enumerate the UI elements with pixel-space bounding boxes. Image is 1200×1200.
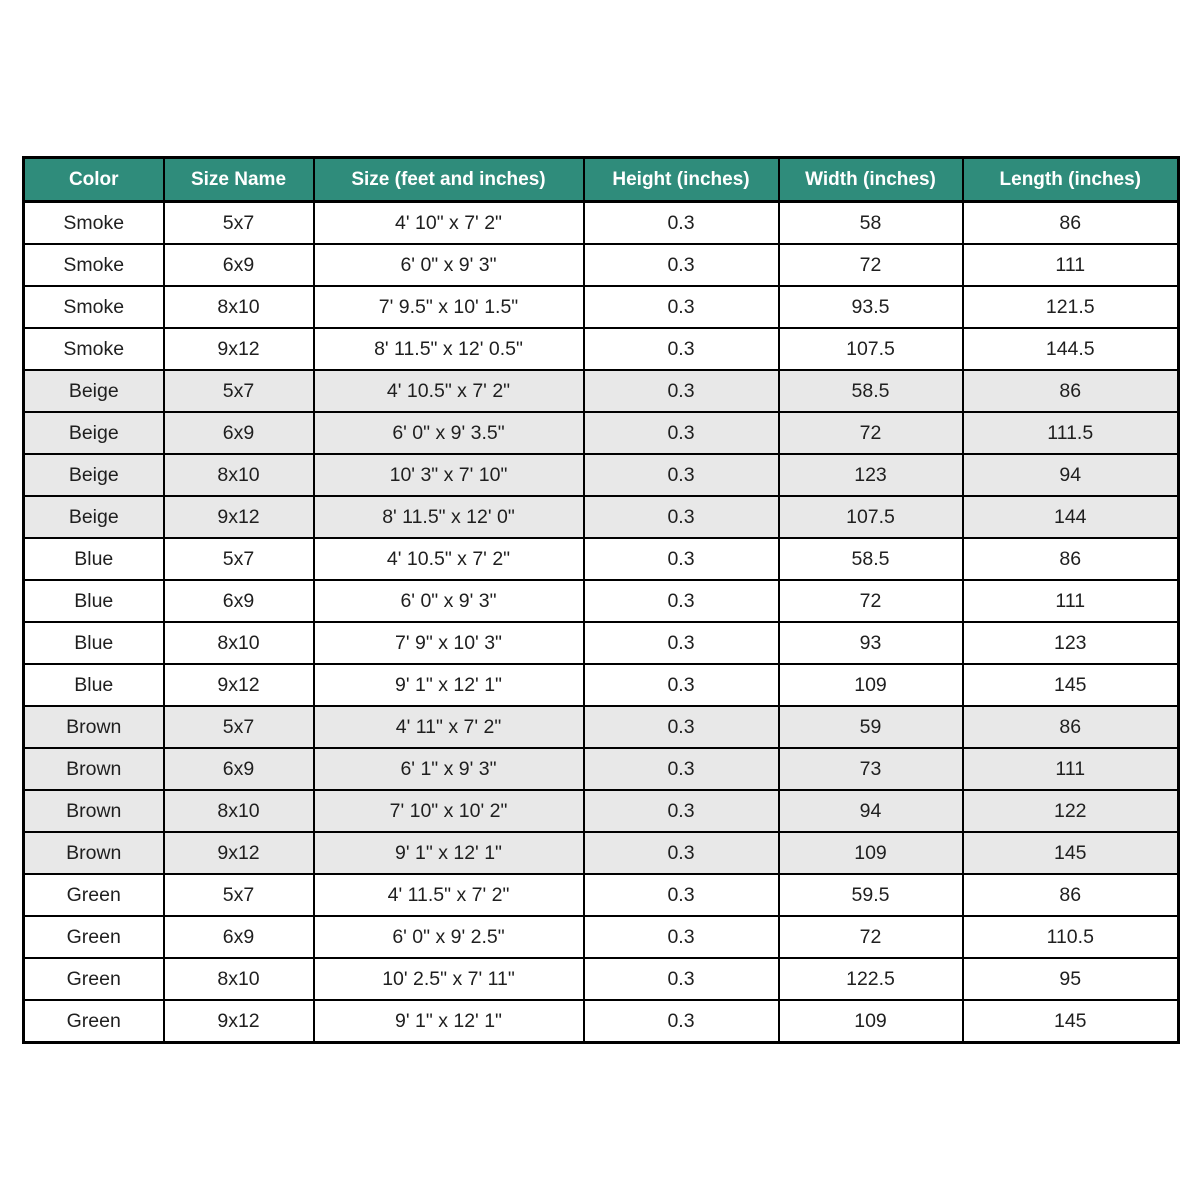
cell-width-inches: 72 — [779, 244, 963, 286]
table-row — [24, 538, 1179, 580]
cell-length-inches: 86 — [963, 202, 1179, 245]
cell-width-inches: 109 — [779, 664, 963, 706]
cell-size-feet-inches: 6' 0" x 9' 3" — [314, 580, 584, 622]
cell-length-inches: 145 — [963, 664, 1179, 706]
table-body — [24, 202, 1179, 1043]
cell-width-inches: 94 — [779, 790, 963, 832]
cell-height-inches: 0.3 — [584, 538, 779, 580]
column-header-width-inches: Width (inches) — [779, 158, 963, 202]
cell-size-name: 8x10 — [164, 622, 314, 664]
cell-color: Blue — [24, 538, 164, 580]
table-row — [24, 1000, 1179, 1043]
cell-size-feet-inches: 7' 9.5" x 10' 1.5" — [314, 286, 584, 328]
cell-height-inches: 0.3 — [584, 286, 779, 328]
cell-size-name: 9x12 — [164, 496, 314, 538]
table-row — [24, 328, 1179, 370]
cell-height-inches: 0.3 — [584, 454, 779, 496]
cell-color: Brown — [24, 706, 164, 748]
cell-color: Green — [24, 916, 164, 958]
cell-color: Green — [24, 1000, 164, 1043]
column-header-size-feet-inches: Size (feet and inches) — [314, 158, 584, 202]
cell-color: Beige — [24, 496, 164, 538]
cell-size-feet-inches: 7' 9" x 10' 3" — [314, 622, 584, 664]
table-row — [24, 202, 1179, 245]
column-header-length-inches: Length (inches) — [963, 158, 1179, 202]
cell-width-inches: 73 — [779, 748, 963, 790]
cell-size-feet-inches: 6' 1" x 9' 3" — [314, 748, 584, 790]
table-row — [24, 664, 1179, 706]
cell-height-inches: 0.3 — [584, 202, 779, 245]
cell-size-name: 9x12 — [164, 832, 314, 874]
cell-height-inches: 0.3 — [584, 1000, 779, 1043]
cell-size-name: 6x9 — [164, 412, 314, 454]
cell-size-name: 5x7 — [164, 874, 314, 916]
cell-height-inches: 0.3 — [584, 748, 779, 790]
cell-color: Brown — [24, 748, 164, 790]
cell-length-inches: 86 — [963, 370, 1179, 412]
cell-height-inches: 0.3 — [584, 622, 779, 664]
cell-color: Smoke — [24, 244, 164, 286]
cell-height-inches: 0.3 — [584, 664, 779, 706]
cell-size-name: 9x12 — [164, 1000, 314, 1043]
cell-size-name: 9x12 — [164, 664, 314, 706]
cell-length-inches: 144 — [963, 496, 1179, 538]
cell-width-inches: 58 — [779, 202, 963, 245]
cell-size-name: 5x7 — [164, 538, 314, 580]
cell-width-inches: 58.5 — [779, 370, 963, 412]
cell-width-inches: 123 — [779, 454, 963, 496]
cell-length-inches: 86 — [963, 538, 1179, 580]
cell-color: Smoke — [24, 328, 164, 370]
cell-height-inches: 0.3 — [584, 244, 779, 286]
cell-width-inches: 59.5 — [779, 874, 963, 916]
cell-color: Brown — [24, 790, 164, 832]
table-row — [24, 748, 1179, 790]
cell-size-name: 8x10 — [164, 790, 314, 832]
cell-width-inches: 72 — [779, 580, 963, 622]
table-row — [24, 244, 1179, 286]
cell-height-inches: 0.3 — [584, 706, 779, 748]
table-row — [24, 832, 1179, 874]
table-row — [24, 790, 1179, 832]
table-header — [24, 158, 1179, 202]
cell-size-feet-inches: 8' 11.5" x 12' 0.5" — [314, 328, 584, 370]
cell-size-feet-inches: 4' 10" x 7' 2" — [314, 202, 584, 245]
cell-size-name: 6x9 — [164, 580, 314, 622]
cell-size-feet-inches: 6' 0" x 9' 2.5" — [314, 916, 584, 958]
cell-size-name: 5x7 — [164, 370, 314, 412]
cell-height-inches: 0.3 — [584, 496, 779, 538]
cell-size-feet-inches: 9' 1" x 12' 1" — [314, 1000, 584, 1043]
cell-length-inches: 145 — [963, 1000, 1179, 1043]
cell-width-inches: 109 — [779, 832, 963, 874]
column-header-color: Color — [24, 158, 164, 202]
cell-size-name: 6x9 — [164, 748, 314, 790]
cell-length-inches: 95 — [963, 958, 1179, 1000]
table-row — [24, 496, 1179, 538]
table-row — [24, 454, 1179, 496]
cell-length-inches: 123 — [963, 622, 1179, 664]
header-row — [24, 158, 1179, 202]
table-row — [24, 958, 1179, 1000]
cell-size-name: 6x9 — [164, 916, 314, 958]
cell-length-inches: 86 — [963, 874, 1179, 916]
cell-width-inches: 122.5 — [779, 958, 963, 1000]
cell-size-feet-inches: 8' 11.5" x 12' 0" — [314, 496, 584, 538]
cell-height-inches: 0.3 — [584, 874, 779, 916]
cell-size-feet-inches: 10' 3" x 7' 10" — [314, 454, 584, 496]
cell-length-inches: 110.5 — [963, 916, 1179, 958]
cell-height-inches: 0.3 — [584, 916, 779, 958]
cell-size-feet-inches: 7' 10" x 10' 2" — [314, 790, 584, 832]
cell-width-inches: 109 — [779, 1000, 963, 1043]
table-row — [24, 370, 1179, 412]
cell-color: Blue — [24, 664, 164, 706]
cell-size-feet-inches: 9' 1" x 12' 1" — [314, 832, 584, 874]
cell-size-feet-inches: 4' 10.5" x 7' 2" — [314, 370, 584, 412]
cell-size-feet-inches: 6' 0" x 9' 3" — [314, 244, 584, 286]
cell-color: Green — [24, 874, 164, 916]
cell-height-inches: 0.3 — [584, 958, 779, 1000]
cell-height-inches: 0.3 — [584, 370, 779, 412]
cell-width-inches: 72 — [779, 412, 963, 454]
cell-height-inches: 0.3 — [584, 412, 779, 454]
cell-size-name: 8x10 — [164, 286, 314, 328]
cell-color: Smoke — [24, 286, 164, 328]
table-row — [24, 622, 1179, 664]
cell-size-name: 8x10 — [164, 454, 314, 496]
cell-length-inches: 111.5 — [963, 412, 1179, 454]
table-row — [24, 412, 1179, 454]
rug-size-chart-table — [22, 156, 1180, 1044]
column-header-height-inches: Height (inches) — [584, 158, 779, 202]
cell-color: Blue — [24, 580, 164, 622]
table-row — [24, 916, 1179, 958]
cell-color: Blue — [24, 622, 164, 664]
cell-size-name: 5x7 — [164, 706, 314, 748]
cell-length-inches: 111 — [963, 580, 1179, 622]
cell-length-inches: 111 — [963, 748, 1179, 790]
table-row — [24, 580, 1179, 622]
column-header-size-name: Size Name — [164, 158, 314, 202]
cell-size-feet-inches: 4' 11" x 7' 2" — [314, 706, 584, 748]
cell-length-inches: 121.5 — [963, 286, 1179, 328]
cell-size-feet-inches: 4' 11.5" x 7' 2" — [314, 874, 584, 916]
cell-width-inches: 107.5 — [779, 328, 963, 370]
cell-size-name: 6x9 — [164, 244, 314, 286]
cell-size-feet-inches: 6' 0" x 9' 3.5" — [314, 412, 584, 454]
cell-color: Beige — [24, 370, 164, 412]
cell-width-inches: 58.5 — [779, 538, 963, 580]
cell-color: Beige — [24, 412, 164, 454]
cell-width-inches: 93 — [779, 622, 963, 664]
cell-length-inches: 94 — [963, 454, 1179, 496]
cell-height-inches: 0.3 — [584, 832, 779, 874]
cell-length-inches: 111 — [963, 244, 1179, 286]
cell-width-inches: 72 — [779, 916, 963, 958]
cell-length-inches: 145 — [963, 832, 1179, 874]
cell-color: Brown — [24, 832, 164, 874]
cell-size-name: 9x12 — [164, 328, 314, 370]
cell-width-inches: 107.5 — [779, 496, 963, 538]
cell-color: Green — [24, 958, 164, 1000]
cell-length-inches: 86 — [963, 706, 1179, 748]
table-row — [24, 286, 1179, 328]
cell-size-name: 5x7 — [164, 202, 314, 245]
cell-size-feet-inches: 9' 1" x 12' 1" — [314, 664, 584, 706]
cell-size-feet-inches: 4' 10.5" x 7' 2" — [314, 538, 584, 580]
cell-size-name: 8x10 — [164, 958, 314, 1000]
cell-length-inches: 122 — [963, 790, 1179, 832]
cell-color: Beige — [24, 454, 164, 496]
cell-width-inches: 59 — [779, 706, 963, 748]
cell-size-feet-inches: 10' 2.5" x 7' 11" — [314, 958, 584, 1000]
cell-length-inches: 144.5 — [963, 328, 1179, 370]
table-row — [24, 706, 1179, 748]
cell-height-inches: 0.3 — [584, 790, 779, 832]
table-row — [24, 874, 1179, 916]
cell-width-inches: 93.5 — [779, 286, 963, 328]
cell-height-inches: 0.3 — [584, 580, 779, 622]
cell-height-inches: 0.3 — [584, 328, 779, 370]
cell-color: Smoke — [24, 202, 164, 245]
